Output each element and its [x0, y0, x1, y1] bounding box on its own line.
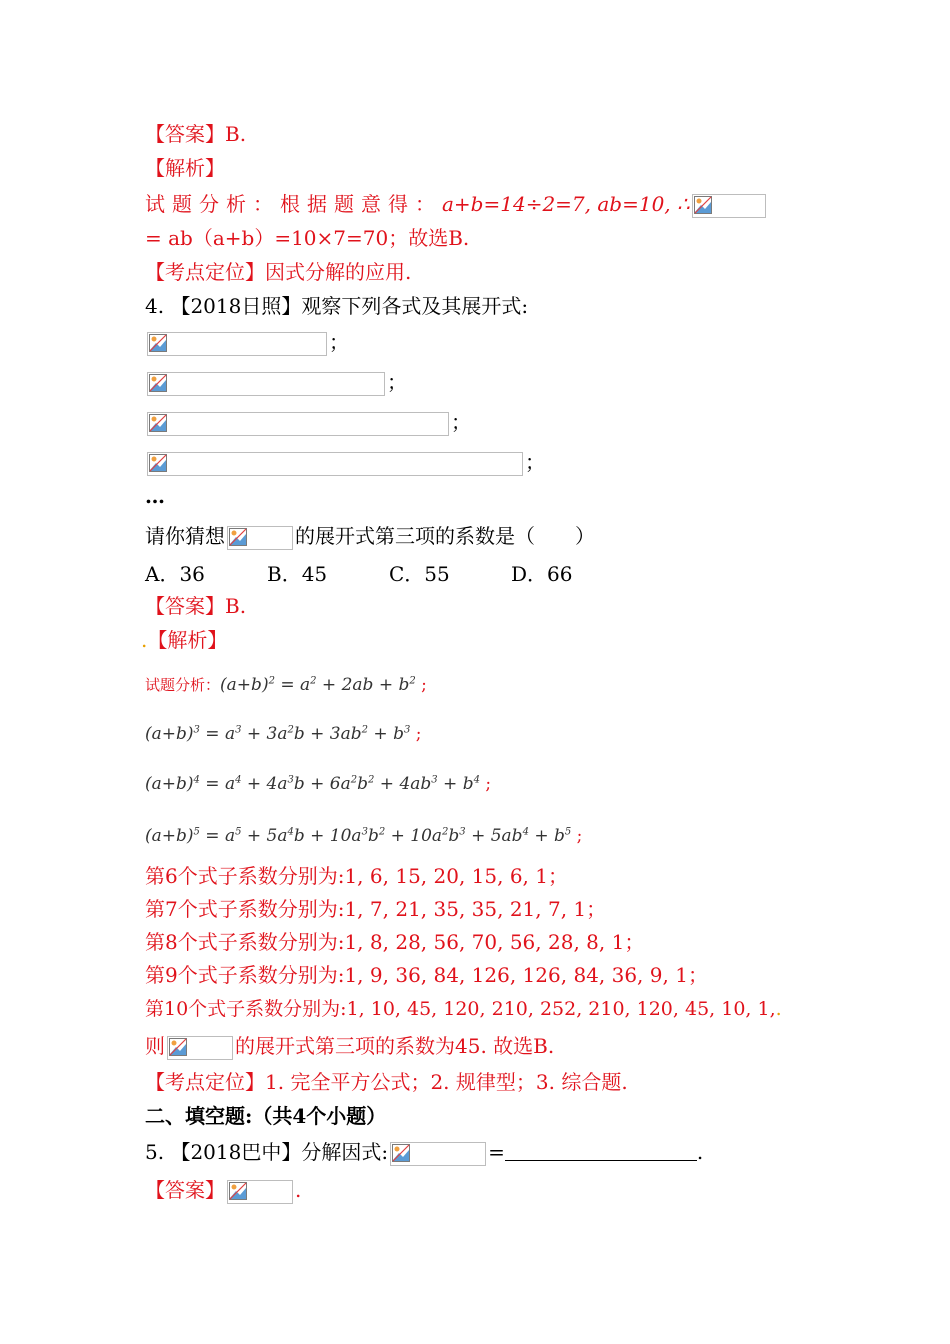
q4-options	[145, 560, 633, 588]
q4-answer-line	[145, 592, 246, 620]
equals-sign: =	[488, 1140, 505, 1164]
topic-tag: 【考点定位】	[145, 1070, 265, 1094]
broken-image-icon	[169, 1038, 187, 1056]
coef-line-10	[145, 995, 782, 1023]
expansion-image-placeholder	[147, 412, 449, 436]
broken-image-icon	[392, 1144, 410, 1162]
q4-analysis-tag	[141, 626, 227, 654]
bullet-dot: .	[141, 628, 148, 652]
topic-tag: 【考点定位】	[145, 260, 265, 284]
q4-conclusion	[145, 1032, 554, 1060]
topic-text: 因式分解的应用.	[265, 260, 412, 284]
option-c: C．55	[389, 562, 450, 586]
q3-analysis-line2	[145, 224, 469, 252]
expansion-image-placeholder	[147, 372, 385, 396]
coef-text: 第7个式子系数分别为:1, 7, 21, 35, 35, 21, 7, 1；	[145, 897, 607, 921]
section-heading: 二、填空题:（共4个小题）	[145, 1104, 387, 1128]
bullet-dot: .	[775, 998, 782, 1020]
analysis-result: = ab（a+b）=10×7=70；故选B.	[145, 226, 470, 250]
period: .	[696, 1140, 704, 1164]
guess-prefix: 请你猜想	[145, 524, 225, 548]
analysis-text: 试题分析：根据题意得：	[145, 192, 442, 216]
coef-text: 第10个式子系数分别为:1, 10, 45, 120, 210, 252, 210, 120, 45, 10, 1,	[145, 998, 776, 1020]
q5-answer-line	[145, 1176, 301, 1204]
q3-analysis-line1	[145, 190, 768, 218]
answer-blank	[505, 1140, 697, 1161]
formula-expansion-5: $(a+b)^5 = a^5 + 5a^4b + 10a^3b^2 + 10a^2b^3 + 5ab^4 + b^5$ ;	[145, 826, 583, 846]
broken-image-icon	[229, 1182, 247, 1200]
section-title	[145, 1102, 386, 1130]
answer-tag: 【答案】	[145, 122, 225, 146]
broken-image-icon	[149, 374, 167, 392]
formula-image-placeholder	[227, 526, 293, 550]
q4-expansion-4	[145, 448, 545, 476]
broken-image-icon	[229, 528, 247, 546]
question-stem: 4. 【2018日照】观察下列各式及其展开式:	[145, 294, 529, 318]
coef-line-9	[145, 961, 708, 989]
semicolon: ；	[387, 370, 407, 394]
broken-image-icon	[149, 454, 167, 472]
q3-answer-line	[145, 120, 246, 148]
semicolon: ；	[451, 410, 471, 434]
coef-line-7	[145, 895, 606, 923]
q4-expansion-1	[145, 328, 349, 356]
answer-value: B.	[225, 122, 247, 146]
coef-line-6	[145, 862, 568, 890]
q4-guess-line	[145, 522, 595, 550]
coef-text: 第6个式子系数分别为:1, 6, 15, 20, 15, 6, 1；	[145, 864, 568, 888]
question-stem: 5. 【2018巴中】分解因式:	[145, 1140, 389, 1164]
q4-topic-line	[145, 1068, 628, 1096]
expansion-image-placeholder	[147, 452, 523, 476]
q4-expansion-2	[145, 368, 407, 396]
q4-stem	[145, 292, 528, 320]
analysis-tag: 【解析】	[147, 628, 228, 652]
guess-suffix: 的展开式第三项的系数是（ ）	[295, 524, 595, 548]
q3-analysis-tag	[145, 154, 225, 182]
coef-text: 第8个式子系数分别为:1, 8, 28, 56, 70, 56, 28, 8, 1；	[145, 930, 645, 954]
q4-expansion-3	[145, 408, 471, 436]
broken-image-icon	[149, 414, 167, 432]
q5-stem	[145, 1138, 703, 1166]
answer-tag: 【答案】	[145, 594, 225, 618]
analysis-label: 试题分析：	[145, 676, 221, 694]
formula-expansion-2: 试题分析：$(a+b)^2 = a^2 + 2ab + b^2$ ;	[145, 675, 427, 695]
answer-tag: 【答案】	[145, 1178, 225, 1202]
topic-text: 1. 完全平方公式；2. 规律型；3. 综合题.	[265, 1070, 628, 1094]
formula-expansion-3: $(a+b)^3 = a^3 + 3a^2b + 3ab^2 + b^3$ ;	[145, 724, 422, 744]
analysis-expression: a+b=14÷2=7, ab=10, ∴	[442, 192, 690, 216]
ellipsis: …	[145, 484, 165, 508]
formula-image-placeholder	[227, 1180, 293, 1204]
semicolon: ；	[329, 330, 349, 354]
formula-image-placeholder	[167, 1036, 233, 1060]
formula-image-placeholder	[390, 1142, 486, 1166]
analysis-tag: 【解析】	[145, 156, 225, 180]
expansion-image-placeholder	[147, 332, 327, 356]
answer-value: B.	[225, 594, 247, 618]
broken-image-icon	[149, 334, 167, 352]
q3-topic-line	[145, 258, 411, 286]
coef-text: 第9个式子系数分别为:1, 9, 36, 84, 126, 126, 84, 36, 9, 1；	[145, 963, 708, 987]
broken-image-icon	[694, 196, 712, 214]
semicolon: ；	[525, 450, 545, 474]
conclusion-prefix: 则	[145, 1034, 165, 1058]
option-b: B．45	[267, 562, 328, 586]
coef-line-8	[145, 928, 644, 956]
option-a: A．36	[145, 562, 205, 586]
formula-image-placeholder	[692, 194, 766, 218]
formula-expansion-4: $(a+b)^4 = a^4 + 4a^3b + 6a^2b^2 + 4ab^3 + b^4$ ;	[145, 774, 492, 794]
conclusion-suffix: 的展开式第三项的系数为45. 故选B.	[235, 1034, 555, 1058]
period: .	[295, 1178, 302, 1202]
option-d: D．66	[511, 562, 573, 586]
q4-ellipsis	[145, 482, 165, 510]
